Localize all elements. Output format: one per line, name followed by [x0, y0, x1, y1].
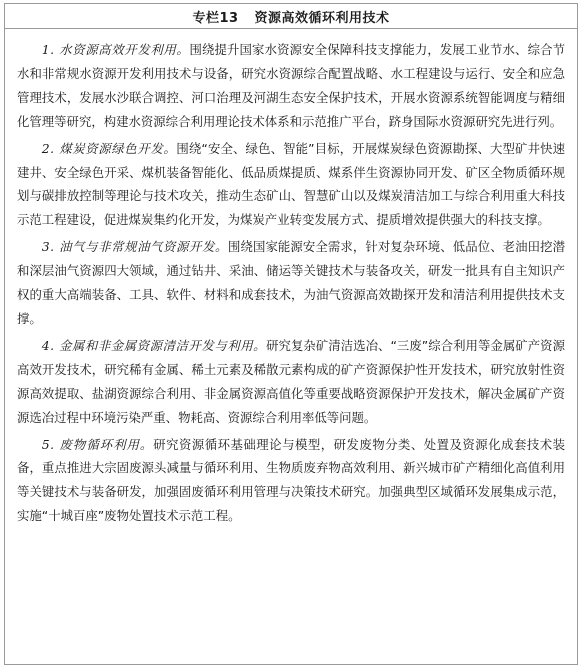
item-text: 围绕“安全、绿色、智能”目标，开展煤炭绿色资源勘探、大型矿井快速建井、安全绿色开采、煤机装备智能化、低品质煤提质、煤系伴生资源协同开发、矿区全物质循环规划与碳排放控制等理论与技术攻关，推动生态矿山、智慧矿山以及煤炭清洁加工与综合利用重大科技示范工程建设，促进煤炭集约化开发，为煤炭产业转变发展方式、提质增效提供强大的科技支撑。 — [17, 140, 565, 228]
item-text: 研究复杂矿清洁选冶、“三废”综合利用等金属矿产资源高效开发技术，研究稀有金属、稀土元素及稀散元素构成的矿产资源保护性开发技术，研究放射性资源高效提取、盐湖资源综合利用、非金属资源高值化等重要战略资源保护开发技术，解决金属矿产资源选冶过程中环境污染严重、物耗高、资源综合利用率低等问题。 — [17, 337, 565, 425]
item-text: 围绕国家能源安全需求，针对复杂环境、低品位、老油田挖潜和深层油气资源四大领域，通过钻井、采油、储运等关键技术与装备攻关，研发一批具有自主知识产权的重大高端装备、工具、软件、材料和成套技术，为油气资源高效勘探开发和清洁利用提供技术支撑。 — [17, 239, 566, 326]
item-water — [17, 38, 565, 134]
feature-box — [4, 3, 578, 665]
item-lead: 3. 油气与非常规油气资源开发。 — [41, 239, 228, 255]
box-label: 专栏13 — [192, 10, 239, 26]
item-coal — [17, 137, 565, 233]
item-lead: 4. 金属和非金属资源清洁开发与利用。 — [41, 337, 267, 353]
box-header — [5, 4, 577, 29]
item-waste — [17, 433, 565, 529]
item-lead: 1. 水资源高效开发利用。 — [41, 42, 190, 57]
item-text: 围绕提升国家水资源安全保障科技支撑能力，发展工业节水、综合节水和非常规水资源开发利用技术与设备，研究水资源综合配置战略、水工程建设与运行、安全和应急管理技术，发展水沙联合调控、河口治理及河湖生态安全保护技术，开展水资源系统智能调度与精细化管理等研究，构建水资源综合利用理论技术体系和示范推广平台，跻身国际水资源研究先进行列。 — [17, 42, 566, 129]
box-title: 资源高效循环利用技术 — [254, 10, 390, 26]
item-lead: 2. 煤炭资源绿色开发。 — [41, 140, 177, 156]
item-lead: 5. 废物循环利用。 — [41, 436, 154, 452]
box-body — [5, 29, 577, 528]
item-text: 研究资源循环基础理论与模型，研发废物分类、处置及资源化成套技术装备，重点推进大宗固废源头减量与循环利用、生物质废弃物高效利用、新兴城市矿产精细化高值利用等关键技术与装备研发，加强固废循环利用管理与决策技术研究。加强典型区域循环发展集成示范，实施“十城百座”废物处置技术示范工程。 — [17, 436, 565, 524]
item-metals — [17, 334, 565, 430]
item-oil-gas — [17, 235, 565, 331]
